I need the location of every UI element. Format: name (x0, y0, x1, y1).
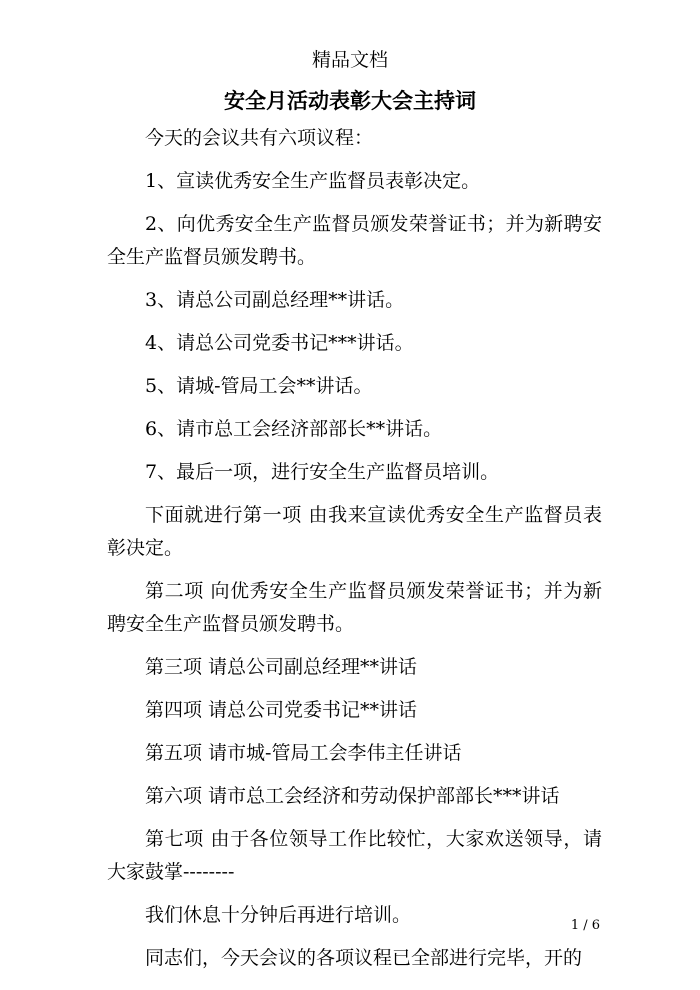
paragraph-agenda-item-7: 7、最后一项，进行安全生产监督员培训。 (145, 461, 500, 483)
paragraph-step-7: 第七项 由于各位领导工作比较忙，大家欢送领导，请大家鼓掌-------- (107, 828, 602, 883)
page-header: 精品文档 (311, 49, 388, 71)
paragraph-step-4: 第四项 请总公司党委书记**讲话 (145, 699, 418, 721)
paragraph-step-1: 下面就进行第一项 由我来宣读优秀安全生产监督员表彰决定。 (107, 504, 602, 559)
paragraph-agenda-item-1: 1、宣读优秀安全生产监督员表彰决定。 (145, 170, 481, 192)
paragraph-agenda-intro: 今天的会议共有六项议程： (145, 127, 374, 149)
paragraph-step-5: 第五项 请市城-管局工会李伟主任讲话 (145, 742, 462, 764)
paragraph-step-3: 第三项 请总公司副总经理**讲话 (145, 656, 418, 678)
paragraph-agenda-item-5: 5、请城-管局工会**讲话。 (145, 375, 373, 397)
paragraph-closing: 同志们，今天会议的各项议程已全部进行完毕，开的 (145, 947, 583, 969)
paragraph-agenda-item-6: 6、请市总工会经济部部长**讲话。 (145, 418, 443, 440)
paragraph-step-2: 第二项 向优秀安全生产监督员颁发荣誉证书；并为新聘安全生产监督员颁发聘书。 (107, 580, 602, 635)
document-body (107, 122, 602, 985)
page-number: 1 / 6 (570, 918, 600, 933)
paragraph-agenda-item-4: 4、请总公司党委书记***讲话。 (145, 332, 414, 354)
paragraph-agenda-item-3: 3、请总公司副总经理**讲话。 (145, 289, 405, 311)
paragraph-agenda-item-2: 2、向优秀安全生产监督员颁发荣誉证书；并为新聘安全生产监督员颁发聘书。 (107, 213, 602, 268)
paragraph-break-notice: 我们休息十分钟后再进行培训。 (145, 904, 412, 926)
paragraph-step-6: 第六项 请市总工会经济和劳动保护部部长***讲话 (145, 785, 560, 807)
document-title: 安全月活动表彰大会主持词 (224, 88, 476, 113)
